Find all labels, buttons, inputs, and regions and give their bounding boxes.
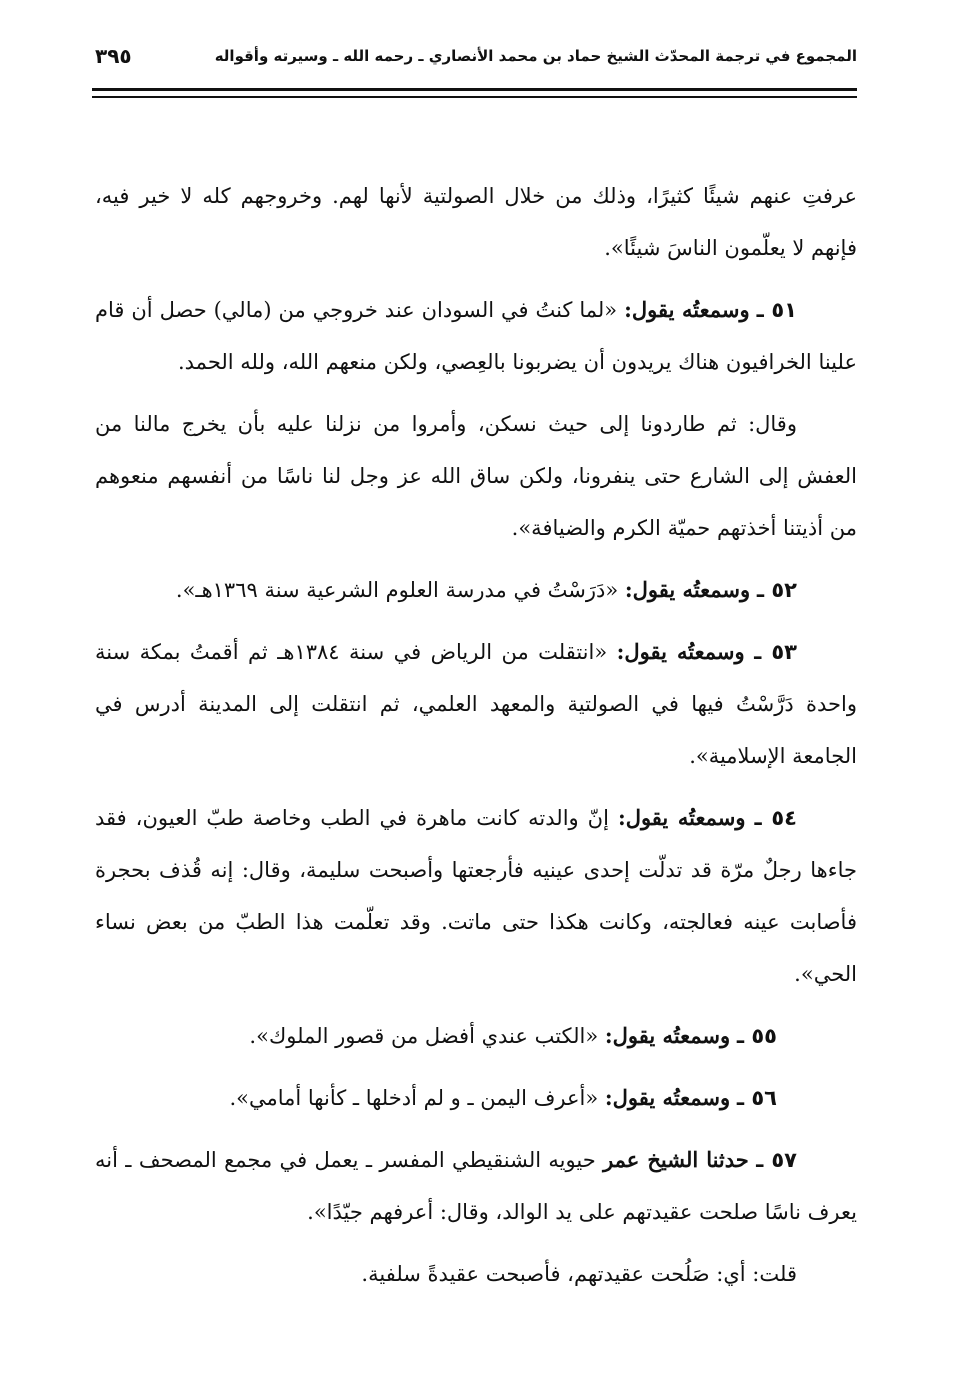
running-header [95, 36, 857, 76]
item-lead: وسمعتُه يقول: [604, 1085, 731, 1110]
item-number: ٥٣ ـ [754, 640, 797, 664]
running-title: المجموع في ترجمة المحدّث الشيخ حماد بن محمد الأنصاري ـ رحمه الله ـ وسيرته وأقواله [214, 47, 857, 65]
page-body [95, 170, 857, 1310]
note-text: قلت: أي: صَلُحت عقيدتهم، فأصبحت عقيدةً سلفية. [361, 1262, 797, 1286]
item-number: ٥٧ ـ [756, 1148, 797, 1172]
item-number: ٥٦ ـ [736, 1086, 777, 1110]
item-55 [95, 1010, 857, 1062]
item-53 [95, 626, 857, 782]
item-text: «الكتب عندي أفضل من قصور الملوك». [249, 1024, 599, 1048]
paragraph-text: عرفتِ عنهم شيئًا كثيرًا، وذلك من خلال الصولتية لأنها لهم. وخروجهم كله لا خير فيه، فإنهم لا يعلّمون الناسَ شيئًا». [95, 184, 857, 260]
item-51 [95, 284, 857, 388]
item-text: وقال: ثم طاردونا إلى حيث نسكن، وأمروا من نزلنا عليه بأن يخرج مالنا من العفش إلى الشارع حتى ينفرونا، ولكن ساق الله عز وجل لنا ناسًا من أنفسهم منعوهم من أذيتنا أخذتهم حميّة الكرم والضيافة». [95, 412, 857, 540]
item-text: «دَرَسْتُ في مدرسة العلوم الشرعية سنة ١٣٦٩هـ». [175, 578, 619, 602]
item-57 [95, 1134, 857, 1238]
item-number: ٥٥ ـ [736, 1024, 777, 1048]
paragraph-intro [95, 170, 857, 274]
item-number: ٥١ ـ [756, 298, 797, 322]
item-lead: وسمعتُه يقول: [624, 577, 751, 602]
item-text: «أعرف اليمن ـ و لم أدخلها ـ كأنها أمامي». [229, 1086, 599, 1110]
item-lead: وسمعتُه يقول: [624, 297, 750, 322]
item-text: حيويه الشنقيطي المفسر ـ يعمل في مجمع المصحف ـ أنه يعرف ناسًا صلحت عقيدتهم على يد الوالد، وقال: أعرفهم جيّدًا». [95, 1148, 857, 1224]
item-lead: وسمعتُه يقول: [617, 805, 746, 830]
item-number: ٥٢ ـ [756, 578, 797, 602]
header-rule-thin [92, 96, 857, 98]
note-paragraph [95, 1248, 857, 1300]
item-54 [95, 792, 857, 1000]
item-lead: وسمعتُه يقول: [616, 639, 745, 664]
item-text: إنّ والدته كانت ماهرة في الطب وخاصة طبّ العيون، فقد جاءها رجلٌ مرّة قد تدلّت إحدى عينيه فأرجعتها وأصبحت سليمة، وقال: إنه قُذف بحجرة فأصابت عينه فعالجته، وكانت هكذا حتى ماتت. وقد تعلّمت هذا الطبّ من بعض نساء الحي». [95, 806, 857, 986]
header-rule-thick [92, 88, 857, 91]
item-lead: وسمعتُه يقول: [604, 1023, 731, 1048]
item-number: ٥٤ ـ [754, 806, 797, 830]
page-number: ٣٩٥ [95, 44, 132, 68]
item-text: «لما كنتُ في السودان عند خروجي من (مالي) حصل أن قام علينا الخرافيون هناك يريدون أن يضربونا بالعِصي، ولكن منعهم الله، ولله الحمد. [95, 298, 857, 374]
item-52 [95, 564, 857, 616]
item-56 [95, 1072, 857, 1124]
item-lead: حدثنا الشيخ عمر [603, 1147, 749, 1172]
item-51-continuation [95, 398, 857, 554]
item-text: «انتقلت من الرياض في سنة ١٣٨٤هـ ثم أقمتُ بمكة سنة واحدة دَرَّسْتُ فيها في الصولتية والمعهد العلمي، ثم انتقلت إلى المدينة أدرس في الجامعة الإسلامية». [95, 640, 857, 768]
